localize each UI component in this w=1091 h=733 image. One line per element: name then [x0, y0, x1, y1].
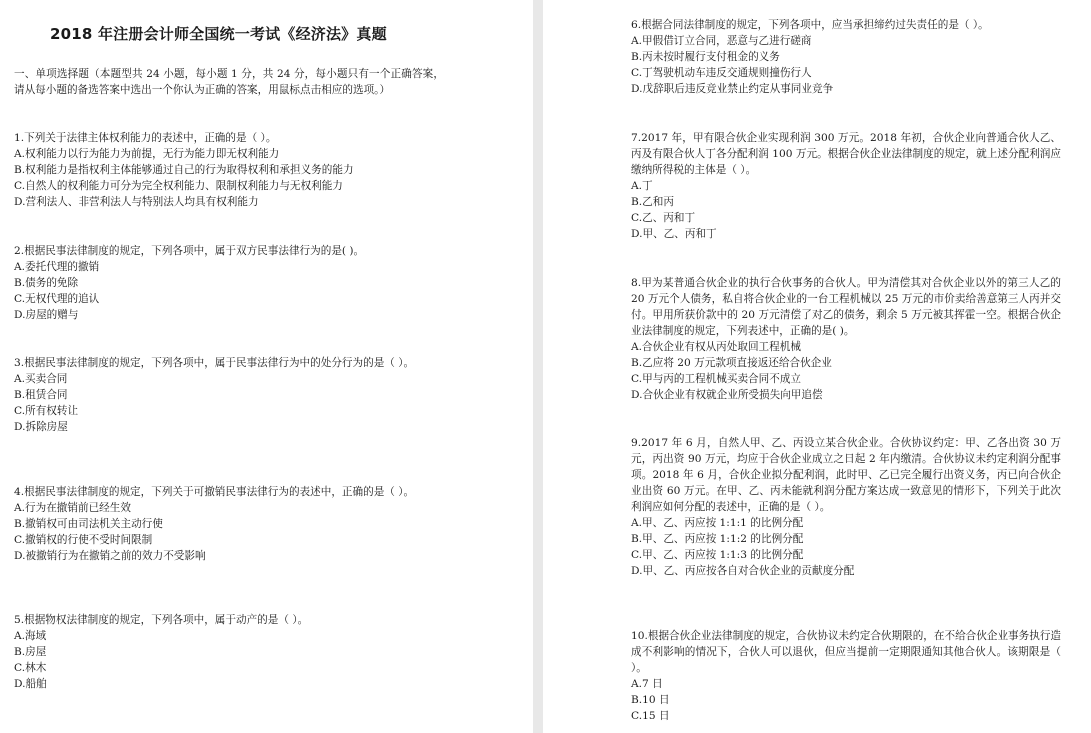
question-5	[14, 612, 444, 692]
question-8	[631, 275, 1061, 403]
question-stem: 8.甲为某普通合伙企业的执行合伙事务的合伙人。甲为清偿其对合伙企业以外的第三人乙的 20 万元个人债务，私自将合伙企业的一台工程机械以 25 万元的市价卖给善意第三人丙并交付。甲用所获价款中的 20 万元清偿了对乙的债务，剩余 5 万元被其挥霍一空。根据合伙企业法律制度的规定，下列表述中，正确的是( )。	[631, 277, 1061, 337]
option-a[interactable]: A.7 日	[631, 678, 663, 690]
section-instructions: 一、单项选择题（本题型共 24 小题，每小题 1 分，共 24 分，每小题只有一个正确答案，请从每小题的备选答案中选出一个你认为正确的答案，用鼠标点击相应的选项。）	[14, 68, 444, 96]
option-d[interactable]: D.被撤销行为在撤销之前的效力不受影响	[14, 550, 206, 562]
option-d[interactable]: D.甲、乙、丙应按各自对合伙企业的贡献度分配	[631, 565, 855, 577]
option-c[interactable]: C.所有权转让	[14, 405, 79, 417]
question-2	[14, 243, 444, 323]
question-1	[14, 130, 444, 210]
question-stem: 3.根据民事法律制度的规定，下列各项中，属于民事法律行为中的处分行为的是（ ）。	[14, 357, 415, 369]
option-c[interactable]: C.甲与丙的工程机械买卖合同不成立	[631, 373, 802, 385]
option-b[interactable]: B.乙和丙	[631, 196, 674, 208]
option-c[interactable]: C.无权代理的追认	[14, 293, 100, 305]
option-c[interactable]: C.15 日	[631, 710, 670, 722]
option-d[interactable]: D.房屋的赠与	[14, 309, 79, 321]
question-9	[631, 435, 1061, 579]
option-b[interactable]: B.乙应将 20 万元款项直接返还给合伙企业	[631, 357, 832, 369]
question-stem: 10.根据合伙企业法律制度的规定，合伙协议未约定合伙期限的，在不给合伙企业事务执行造成不利影响的情况下，合伙人可以退伙，但应当提前一定期限通知其他合伙人。该期限是（ ）。	[631, 630, 1062, 674]
option-c[interactable]: C.撤销权的行使不受时间限制	[14, 534, 153, 546]
question-stem: 7.2017 年，甲有限合伙企业实现利润 300 万元。2018 年初，合伙企业向普通合伙人乙、丙及有限合伙人丁各分配利润 100 万元。根据合伙企业法律制度的规定，就上述分配利润应缴纳所得税的主体是（ ）。	[631, 132, 1061, 176]
option-a[interactable]: A.权利能力以行为能力为前提，无行为能力即无权利能力	[14, 148, 280, 160]
option-b[interactable]: B.丙未按时履行支付租金的义务	[631, 51, 780, 63]
question-stem: 5.根据物权法律制度的规定，下列各项中，属于动产的是（ ）。	[14, 614, 309, 626]
option-b[interactable]: B.债务的免除	[14, 277, 79, 289]
option-a[interactable]: A.委托代理的撤销	[14, 261, 100, 273]
option-b[interactable]: B.权利能力是指权利主体能够通过自己的行为取得权利和承担义务的能力	[14, 164, 354, 176]
option-c[interactable]: C.乙、丙和丁	[631, 212, 696, 224]
option-d[interactable]: D.船舶	[14, 678, 47, 690]
question-3	[14, 355, 444, 435]
option-a[interactable]: A.甲、乙、丙应按 1:1:1 的比例分配	[631, 517, 804, 529]
question-stem: 4.根据民事法律制度的规定，下列关于可撤销民事法律行为的表述中，正确的是（ ）。	[14, 486, 415, 498]
question-stem: 9.2017 年 6 月，自然人甲、乙、丙设立某合伙企业。合伙协议约定：甲、乙各出资 30 万元，丙出资 90 万元，均应于合伙企业成立之日起 2 年内缴清。合伙协议未约定利润分配事项。2018 年 6 月，合伙企业拟分配利润，此时甲、乙已完全履行出资义务，丙已向合伙企业出资 60 万元。在甲、乙、丙未能就利润分配方案达成一致意见的情形下，下列关于此次利润应如何分配的表述中，正确的是（ ）。	[631, 437, 1061, 513]
option-c[interactable]: C.自然人的权利能力可分为完全权利能力、限制权利能力与无权利能力	[14, 180, 343, 192]
option-a[interactable]: A.丁	[631, 180, 653, 192]
option-c[interactable]: C.丁驾驶机动车违反交通规则撞伤行人	[631, 67, 812, 79]
option-b[interactable]: B.房屋	[14, 646, 47, 658]
question-6	[631, 17, 1061, 97]
question-stem: 1.下列关于法律主体权利能力的表述中，正确的是（ ）。	[14, 132, 277, 144]
question-10	[631, 628, 1061, 724]
option-a[interactable]: A.行为在撤销前已经生效	[14, 502, 131, 514]
option-c[interactable]: C.甲、乙、丙应按 1:1:3 的比例分配	[631, 549, 804, 561]
option-d[interactable]: D.营利法人、非营利法人与特别法人均具有权利能力	[14, 196, 259, 208]
option-b[interactable]: B.撤销权可由司法机关主动行使	[14, 518, 163, 530]
option-d[interactable]: D.拆除房屋	[14, 421, 68, 433]
option-b[interactable]: B.租赁合同	[14, 389, 68, 401]
option-c[interactable]: C.林木	[14, 662, 47, 674]
question-4	[14, 484, 444, 564]
option-d[interactable]: D.合伙企业有权就企业所受损失向甲追偿	[631, 389, 823, 401]
question-stem: 2.根据民事法律制度的规定，下列各项中，属于双方民事法律行为的是( )。	[14, 245, 365, 257]
page-gutter	[533, 0, 543, 733]
option-a[interactable]: A.甲假借订立合同，恶意与乙进行磋商	[631, 35, 812, 47]
option-a[interactable]: A.合伙企业有权从丙处取回工程机械	[631, 341, 801, 353]
option-d[interactable]: D.戊辞职后违反竞业禁止约定从事同业竞争	[631, 83, 834, 95]
option-a[interactable]: A.买卖合同	[14, 373, 68, 385]
option-a[interactable]: A.海域	[14, 630, 47, 642]
option-b[interactable]: B.甲、乙、丙应按 1:1:2 的比例分配	[631, 533, 804, 545]
question-7	[631, 130, 1061, 242]
option-b[interactable]: B.10 日	[631, 694, 670, 706]
document-title: 2018 年注册会计师全国统一考试《经济法》真题	[50, 25, 387, 43]
option-d[interactable]: D.甲、乙、丙和丁	[631, 228, 717, 240]
question-stem: 6.根据合同法律制度的规定，下列各项中，应当承担缔约过失责任的是（ ）。	[631, 19, 989, 31]
